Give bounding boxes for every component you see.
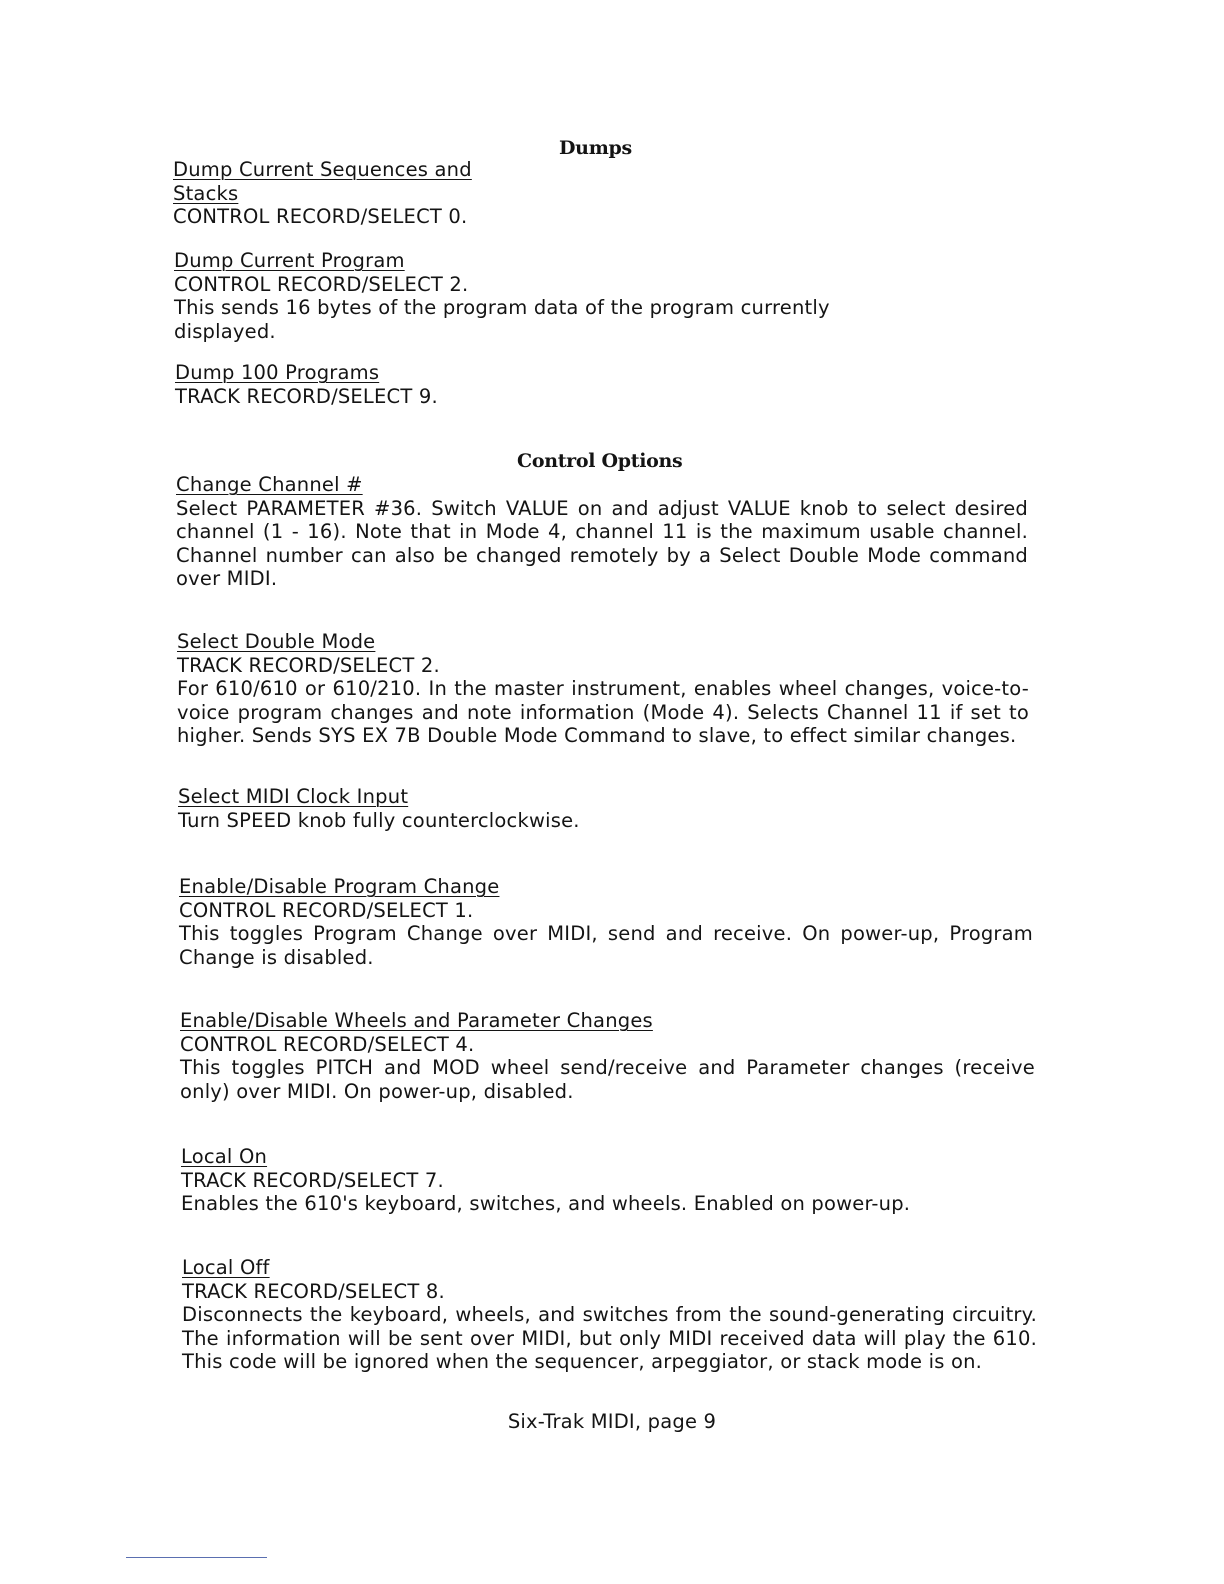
entry-local-off [182, 1256, 1037, 1374]
entry-program-change [179, 875, 1033, 969]
control-options-heading: Control Options [517, 450, 683, 472]
entry-title: Dump 100 Programs [175, 361, 380, 384]
entry-command: TRACK RECORD/SELECT 9. [175, 384, 438, 408]
entry-title: Select MIDI Clock Input [178, 785, 409, 808]
entry-title: Local Off [182, 1256, 270, 1279]
entry-command: Select PARAMETER #36. Switch VALUE on and adjust VALUE knob to select desired channel (1 - 16). Note that in Mode 4, channel 11 is the maximum usable channel. Channel number can also be changed remotely by a Select Double Mode command over MIDI. [176, 496, 1028, 590]
entry-description: This toggles PITCH and MOD wheel send/receive and Parameter changes (receive only) over MIDI. On power-up, disabled. [180, 1056, 1035, 1103]
entry-command: TRACK RECORD/SELECT 7. [181, 1168, 444, 1192]
entry-command: CONTROL RECORD/SELECT 0. [173, 205, 468, 228]
page-footer: Six-Trak MIDI, page 9 [507, 1410, 717, 1433]
entry-command: Turn SPEED knob fully counterclockwise. [178, 808, 580, 832]
entry-command: CONTROL RECORD/SELECT 2. [174, 272, 469, 296]
entry-select-midi-clock [178, 785, 778, 832]
entry-title: Enable/Disable Wheels and Parameter Changes [180, 1009, 653, 1032]
entry-description: This sends 16 bytes of the program data of the program currently displayed. [174, 296, 830, 343]
entry-title: Dump Current Sequences and Stacks [173, 158, 472, 205]
entry-dump-program [174, 249, 934, 343]
entry-local-on [181, 1145, 1001, 1216]
entry-command: TRACK RECORD/SELECT 2. [177, 653, 440, 677]
entry-wheels-parameter-changes [180, 1009, 1035, 1103]
entry-select-double-mode [177, 630, 1029, 748]
entry-dump-100-programs [175, 361, 535, 408]
entry-description: Enables the 610's keyboard, switches, and wheels. Enabled on power-up. [181, 1192, 911, 1215]
entry-description: Disconnects the keyboard, wheels, and switches from the sound-generating circuitry. The information will be sent over MIDI, but only MIDI received data will play the 610. This code will be ignored when the sequencer, arpeggiator, or stack mode is on. [182, 1303, 1037, 1373]
entry-title: Change Channel # [176, 473, 363, 496]
entry-title: Enable/Disable Program Change [179, 875, 500, 898]
footnote-divider [126, 1557, 267, 1558]
entry-title: Local On [181, 1145, 268, 1168]
entry-command: CONTROL RECORD/SELECT 4. [180, 1032, 475, 1056]
entry-description: For 610/610 or 610/210. In the master instrument, enables wheel changes, voice-to-voice program changes and note information (Mode 4). Selects Channel 11 if set to higher. Sends SYS EX 7B Double Mode Command to slave, to effect similar changes. [177, 677, 1029, 747]
entry-title: Select Double Mode [177, 630, 376, 653]
entry-change-channel [176, 473, 1028, 591]
entry-title: Dump Current Program [174, 249, 405, 272]
entry-dump-sequences [173, 158, 533, 229]
entry-command: CONTROL RECORD/SELECT 1. [179, 898, 474, 922]
entry-command: TRACK RECORD/SELECT 8. [182, 1279, 445, 1303]
dumps-heading: Dumps [559, 137, 632, 159]
entry-description: This toggles Program Change over MIDI, send and receive. On power-up, Program Change is disabled. [179, 922, 1033, 969]
